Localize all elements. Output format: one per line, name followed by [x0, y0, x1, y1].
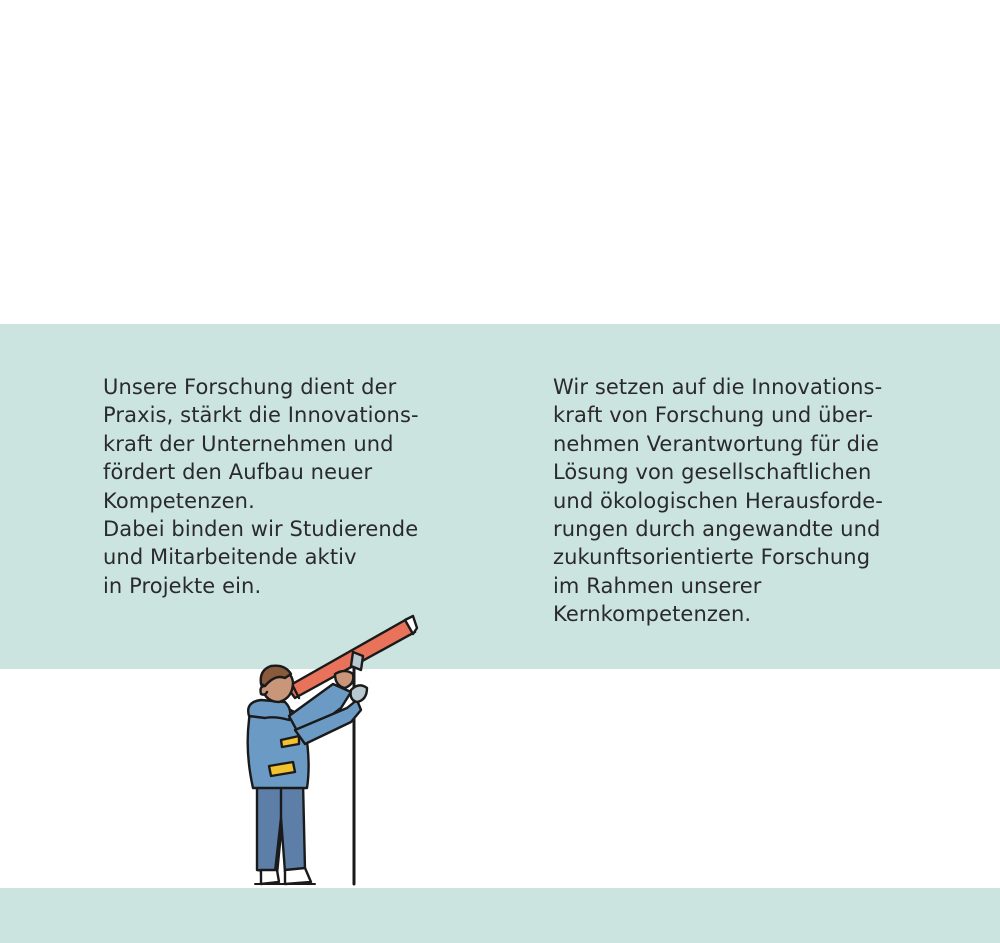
- text-line: Kompetenzen.: [103, 488, 255, 513]
- right-text-column: [553, 373, 883, 629]
- text-line: Unsere Forschung dient der: [103, 375, 397, 399]
- text-line: Wir setzen auf die Innovations-: [553, 375, 883, 399]
- text-line: und Mitarbeitende aktiv: [103, 545, 357, 570]
- text-line: in Projekte ein.: [103, 573, 262, 598]
- text-line: nehmen Verantwortung für die: [553, 431, 880, 456]
- text-line: kraft der Unternehmen und: [103, 431, 394, 456]
- text-line: im Rahmen unserer: [553, 573, 762, 598]
- bottom-teal-band: [0, 888, 1000, 943]
- left-text-column: [103, 373, 419, 600]
- text-line: Kernkompetenzen.: [553, 602, 752, 627]
- telescope-icon: [287, 616, 417, 698]
- text-line: Dabei binden wir Studierende: [103, 517, 419, 542]
- text-line: kraft von Forschung und über-: [553, 403, 874, 428]
- text-line: Lösung von gesellschaftlichen: [553, 460, 872, 485]
- text-line: rungen durch angewandte und: [553, 517, 881, 542]
- text-line: und ökologischen Herausforde-: [553, 488, 883, 513]
- text-line: fördert den Aufbau neuer: [103, 460, 373, 485]
- text-line: zukunftsorientierte Forschung: [553, 545, 871, 570]
- person-with-telescope-icon: [235, 612, 425, 892]
- text-line: Praxis, stärkt die Innovations-: [103, 403, 419, 428]
